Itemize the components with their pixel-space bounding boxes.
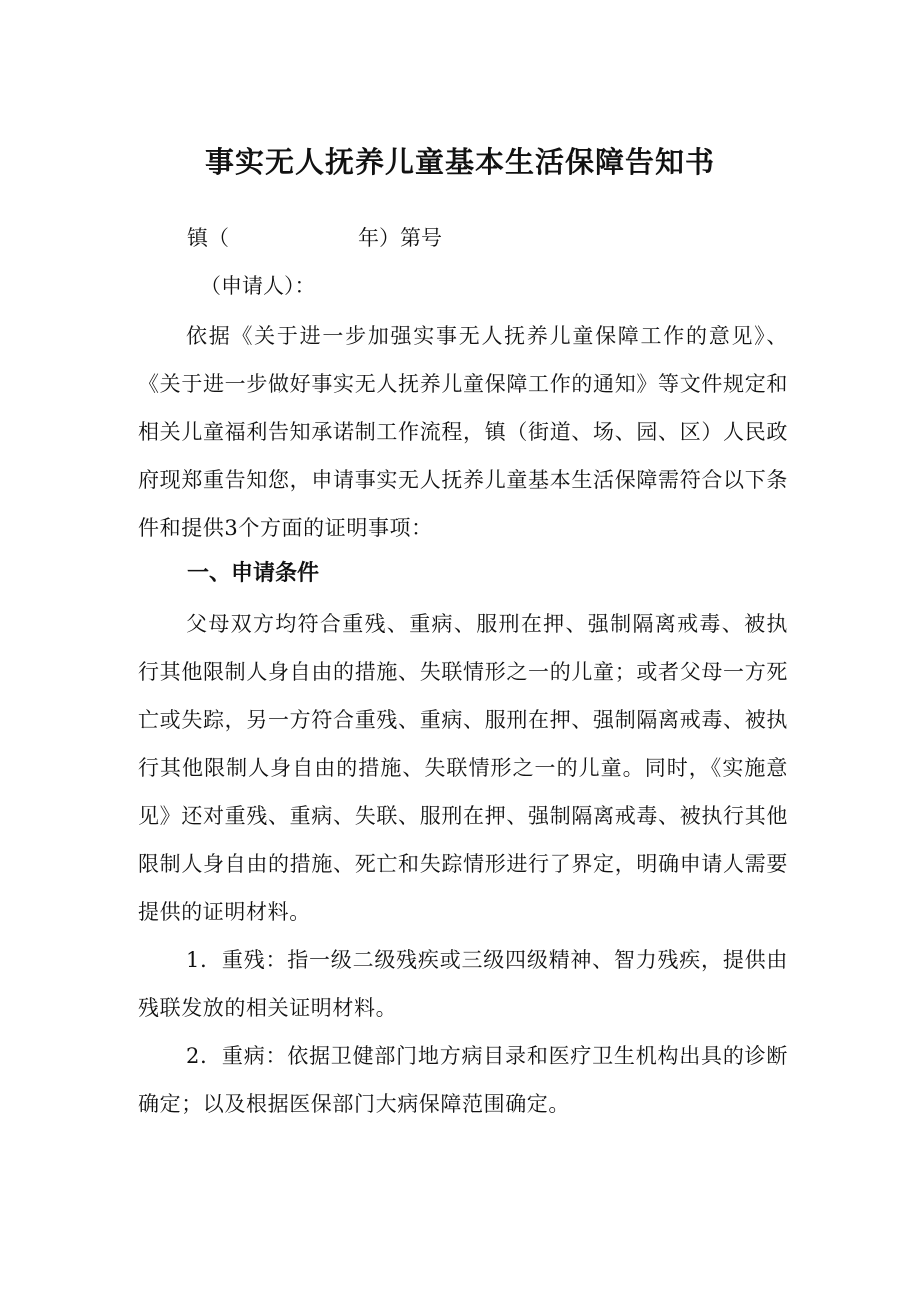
intro-paragraph: 依据《关于进一步加强实事无人抚养儿童保障工作的意见》、《关于进一步做好事实无人抚养儿童保障工作的通知》等文件规定和相关儿童福利告知承诺制工作流程，镇（街道、场、园、区）人民政府现郑重告知您，申请事实无人抚养儿童基本生活保障需符合以下条件和提供3个方面的证明事项： (138, 324, 788, 540)
condition-item-serious-illness: 2．重病：依据卫健部门地方病目录和医疗卫生机构出具的诊断确定；以及根据医保部门大病保障范围确定。 (138, 1044, 788, 1116)
document-number-year: 年）第号 (358, 226, 442, 250)
document-number-town: 镇（ (187, 226, 229, 250)
section-heading-conditions: 一、申请条件 (187, 561, 320, 586)
conditions-paragraph: 父母双方均符合重残、重病、服刑在押、强制隔离戒毒、被执行其他限制人身自由的措施、失联情形之一的儿童；或者父母一方死亡或失踪，另一方符合重残、重病、服刑在押、强制隔离戒毒、被执行其他限制人身自由的措施、失联情形之一的儿童。同时，《实施意见》还对重残、重病、失联、服刑在押、强制隔离戒毒、被执行其他限制人身自由的措施、死亡和失踪情形进行了界定，明确申请人需要提供的证明材料。 (138, 612, 788, 924)
document-title: 事实无人抚养儿童基本生活保障告知书 (204, 145, 715, 179)
condition-item-severe-disability: 1．重残：指一级二级残疾或三级四级精神、智力残疾，提供由残联发放的相关证明材料。 (138, 948, 788, 1020)
applicant-salutation: （申请人）： (200, 274, 316, 298)
